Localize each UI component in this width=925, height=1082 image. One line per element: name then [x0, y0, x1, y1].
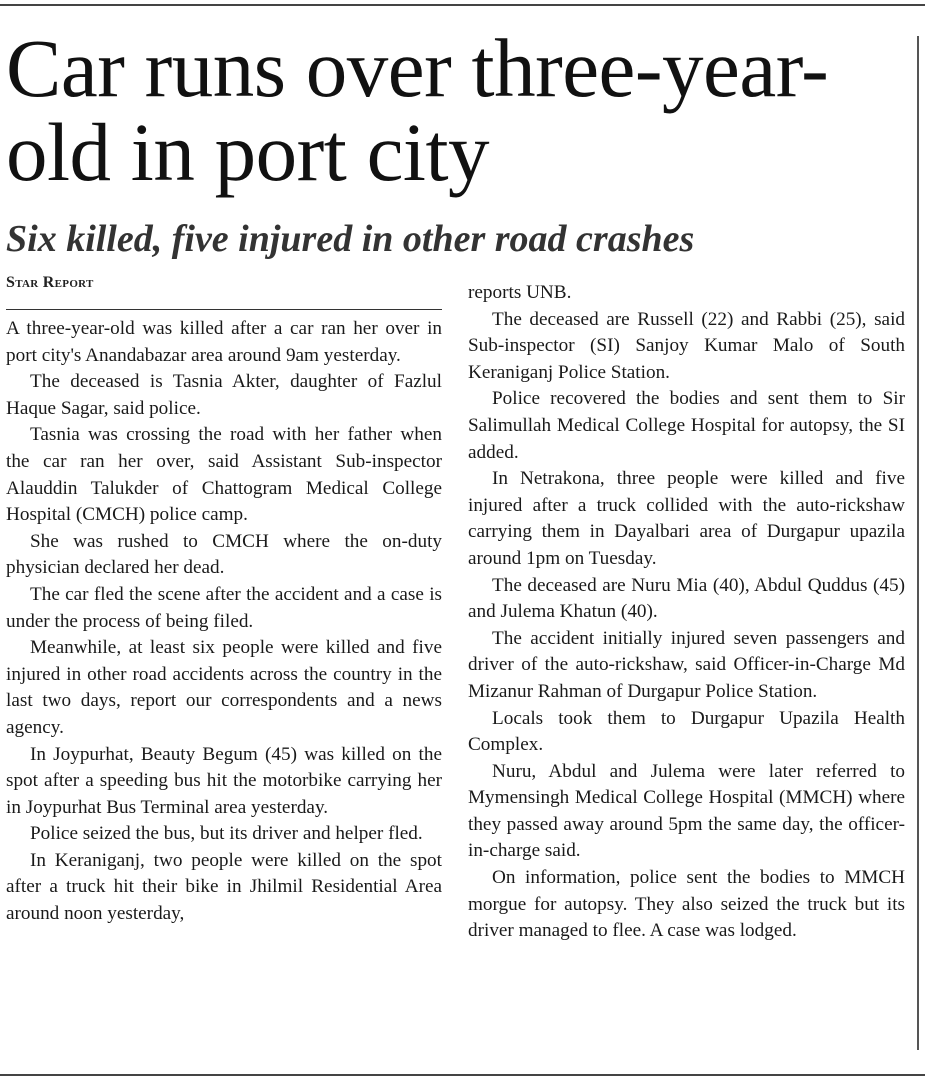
paragraph: The deceased are Nuru Mia (40), Abdul Quddus (45) and Julema Khatun (40). — [468, 574, 905, 623]
paragraph: In Joypurhat, Beauty Begum (45) was killed on the spot after a speeding bus hit the motorbike carrying her in Joypurhat Bus Terminal area yesterday. — [6, 743, 442, 818]
paragraph: Meanwhile, at least six people were killed and five injured in other road accidents across the country in the last two days, report our correspondents and a news agency. — [6, 637, 442, 738]
paragraph: The deceased is Tasnia Akter, daughter of Fazlul Haque Sagar, said police. — [6, 371, 442, 419]
top-rule — [0, 4, 925, 6]
paragraph: A three-year-old was killed after a car ran her over in port city's Anandabazar area around 9am yesterday. — [6, 318, 442, 366]
paragraph: Tasnia was crossing the road with her father when the car ran her over, said Assistant Sub-inspector Alauddin Talukder of Chattogram Medical College Hospital (CMCH) police camp. — [6, 424, 442, 526]
left-column — [6, 316, 442, 928]
paragraph: On information, police sent the bodies to MMCH morgue for autopsy. They also seized the truck but its driver managed to flee. A case was lodged. — [468, 867, 905, 942]
subheadline: Six killed, five injured in other road crashes — [6, 218, 695, 260]
paragraph: Locals took them to Durgapur Upazila Health Complex. — [468, 707, 905, 756]
paragraph: Police recovered the bodies and sent them to Sir Salimullah Medical College Hospital for autopsy, the SI added. — [468, 388, 905, 463]
right-column — [468, 280, 905, 945]
bottom-rule — [0, 1074, 925, 1076]
paragraph: reports UNB. — [468, 282, 572, 303]
paragraph: The deceased are Russell (22) and Rabbi (25), said Sub-inspector (SI) Sanjoy Kumar Malo of South Keraniganj Police Station. — [468, 308, 905, 383]
right-column-rule — [917, 36, 919, 1050]
headline: Car runs over three-year-old in port city — [6, 22, 829, 198]
paragraph: In Keraniganj, two people were killed on the spot after a truck hit their bike in Jhilmil Residential Area around noon yesterday, — [6, 849, 442, 925]
paragraph: The car fled the scene after the accident and a case is under the process of being filed. — [6, 583, 442, 632]
byline: Star Report — [6, 274, 94, 291]
byline-rule — [6, 309, 442, 310]
paragraph: The accident initially injured seven passengers and driver of the auto-rickshaw, said Officer-in-Charge Md Mizanur Rahman of Durgapur Police Station. — [468, 627, 905, 702]
paragraph: In Netrakona, three people were killed and five injured after a truck collided with the auto-rickshaw carrying them in Dayalbari area of Durgapur upazila around 1pm on Tuesday. — [468, 468, 905, 569]
paragraph: She was rushed to CMCH where the on-duty physician declared her dead. — [6, 530, 442, 579]
paragraph: Nuru, Abdul and Julema were later referred to Mymensingh Medical College Hospital (MMCH) where they passed away around 5pm the same day, the officer-in-charge said. — [468, 760, 905, 862]
paragraph: Police seized the bus, but its driver and helper fled. — [30, 823, 423, 845]
